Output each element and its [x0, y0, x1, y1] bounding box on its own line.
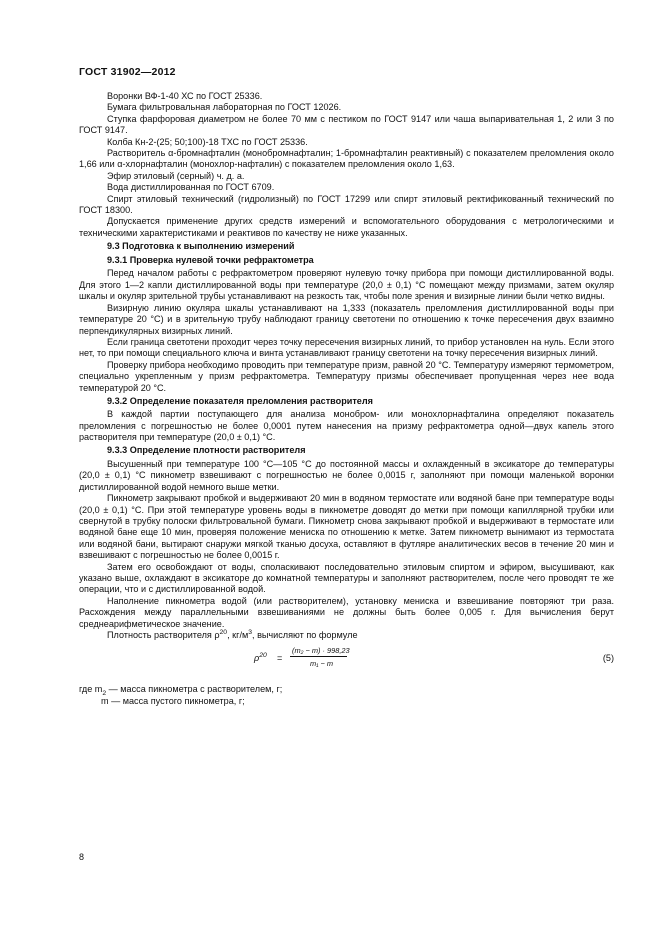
paragraph: Высушенный при температуре 100 °С—105 °С до постоянной массы и охлажденный в эксикаторе до температуры (20,0 ± 0,1) °С пикнометр взвешивают с погрешностью не более 0,0015 г, заполняют при помощи маленькой воронки дистиллированной водой немного выше метки. — [79, 458, 614, 492]
formula-numerator: (m₂ − m) · 998,23 — [292, 646, 350, 656]
subsection-heading: 9.3.2 Определение показателя преломления растворителя — [107, 395, 373, 406]
subsection-heading: 9.3.1 Проверка нулевой точки рефрактометра — [107, 254, 314, 265]
formula-number: (5) — [602, 653, 614, 664]
equipment-line: Колба Кн-2-(25; 50;100)-18 ТХС по ГОСТ 25336. — [107, 136, 308, 147]
paragraph: Допускается применение других средств измерений и вспомогательного оборудования с метрологическими и техническими характеристиками и реактивов по качеству не ниже указанных. — [79, 216, 614, 238]
equipment-line: Вода дистиллированная по ГОСТ 6709. — [107, 182, 275, 193]
density-formula — [79, 644, 614, 684]
standard-header: ГОСТ 31902—2012 — [79, 66, 176, 78]
where-line: m — масса пустого пикнометра, г; — [101, 695, 245, 706]
formula-intro: Плотность растворителя $\rho^{20}$, $кг/м^3$, вычисляют по формуле — [107, 629, 358, 641]
fraction-bar — [290, 656, 347, 657]
equipment-line: Бумага фильтровальная лабораторная по ГОСТ 12026. — [107, 102, 342, 113]
formula-equals: = — [277, 653, 283, 664]
paragraph: Перед началом работы с рефрактометром проверяют нулевую точку прибора при помощи дистиллированной воды. Для этого 1—2 капли дистиллированной воды при температуре (20,0 ± 0,1) °С помещают между призмами, затем окуляр шкалы и окуляр зрительной трубы устанавливают на резкость так, чтобы поле зрения и визирные линии были четко видны. — [79, 268, 614, 302]
where-line: где $m_2$ — масса пикнометра с растворителем, г; — [79, 684, 283, 698]
page-number: 8 — [79, 852, 85, 862]
paragraph: Проверку прибора необходимо проводить при температуре призм, равной 20 °С. Температуру измеряют термометром, специально укрепленным у призм рефрактометра. Температуру призмы обеспечивает пропущенная через нее вода температурой 20 °С. — [79, 359, 614, 393]
subsection-heading: 9.3.3 Определение плотности растворителя — [107, 445, 306, 456]
paragraph: В каждой партии поступающего для анализа монобром- или монохлорнафталина определяют показатель преломления с погрешностью не более 0,0001 путем нанесения на призму рефрактометра одной—двух капель этого растворителя при температуре (20,0 ± 0,1) °С. — [79, 409, 614, 443]
paragraph: Затем его освобождают от воды, споласкивают последовательно этиловым спиртом и эфиром, высушивают, как указано выше, охлаждают в эксикаторе до комнатной температуры и заполняют растворителем, после чего проводят те же операции, что и с дистиллированной водой. — [79, 561, 614, 595]
paragraph: Пикнометр закрывают пробкой и выдерживают 20 мин в водяном термостате или водяной бане при температуре воды (20,0 ± 0,1) °С. При этой температуре уровень воды в пикнометре доводят до метки при помощи капиллярной трубки или свернутой в трубку полоски фильтровальной бумаги. Пикнометр снова закрывают пробкой и выдерживают в термостате или водяной бане еще 10 мин, проверяя положение мениска по отношению к метке. Затем пикнометр вынимают из термостата или водяной бани, вытирают снаружи мягкой тканью досуха, оставляют в футляре аналитических весов в течение 20 мин и взвешивают с погрешностью не более 0,0015 г. — [79, 493, 614, 561]
equipment-line: Растворитель α-бромнафталин (монобромнафталин; 1-бромнафталин реактивный) с показателем преломления около 1,66 или α-хлорнафталин (монохлор-нафталин) с показателем преломления около 1,63. — [79, 148, 614, 170]
paragraph: Если граница светотени проходит через точку пересечения визирных линий, то прибор установлен на нуль. Если этого нет, то при помощи специального ключа и винта устанавливают границу светотени на точку пересечения визирных линий. — [79, 336, 614, 359]
formula-lhs: $\rho^{20}$ — [254, 652, 267, 664]
page-content — [79, 91, 614, 707]
section-heading: 9.3 Подготовка к выполнению измерений — [107, 240, 295, 251]
equipment-line: Спирт этиловый технический (гидролизный) по ГОСТ 17299 или спирт этиловый ректификованный технический по ГОСТ 18300. — [79, 193, 614, 216]
paragraph: Визирную линию окуляра шкалы устанавливают на 1,333 (показатель преломления дистиллированной воды при температуре 20 °С) и в зрительную трубу наблюдают границу светотени по отношению к точке пересечения двух взаимно перпендикулярных визирных линий. — [79, 302, 614, 336]
formula-denominator: m₁ − m — [310, 659, 334, 669]
equipment-line: Эфир этиловый (серный) ч. д. а. — [107, 170, 245, 181]
equipment-line: Воронки ВФ-1-40 ХС по ГОСТ 25336. — [107, 91, 263, 101]
equipment-line: Ступка фарфоровая диаметром не более 70 мм с пестиком по ГОСТ 9147 или чаша выпаривательная 1, 2 или 3 по ГОСТ 9147. — [79, 113, 614, 136]
paragraph: Наполнение пикнометра водой (или растворителем), установку мениска и взвешивание повторяют три раза. Расхождения между параллельными взвешиваниями не должны быть более 0,005 г. Для вычисления берут среднеарифметическое значение. — [79, 595, 614, 629]
